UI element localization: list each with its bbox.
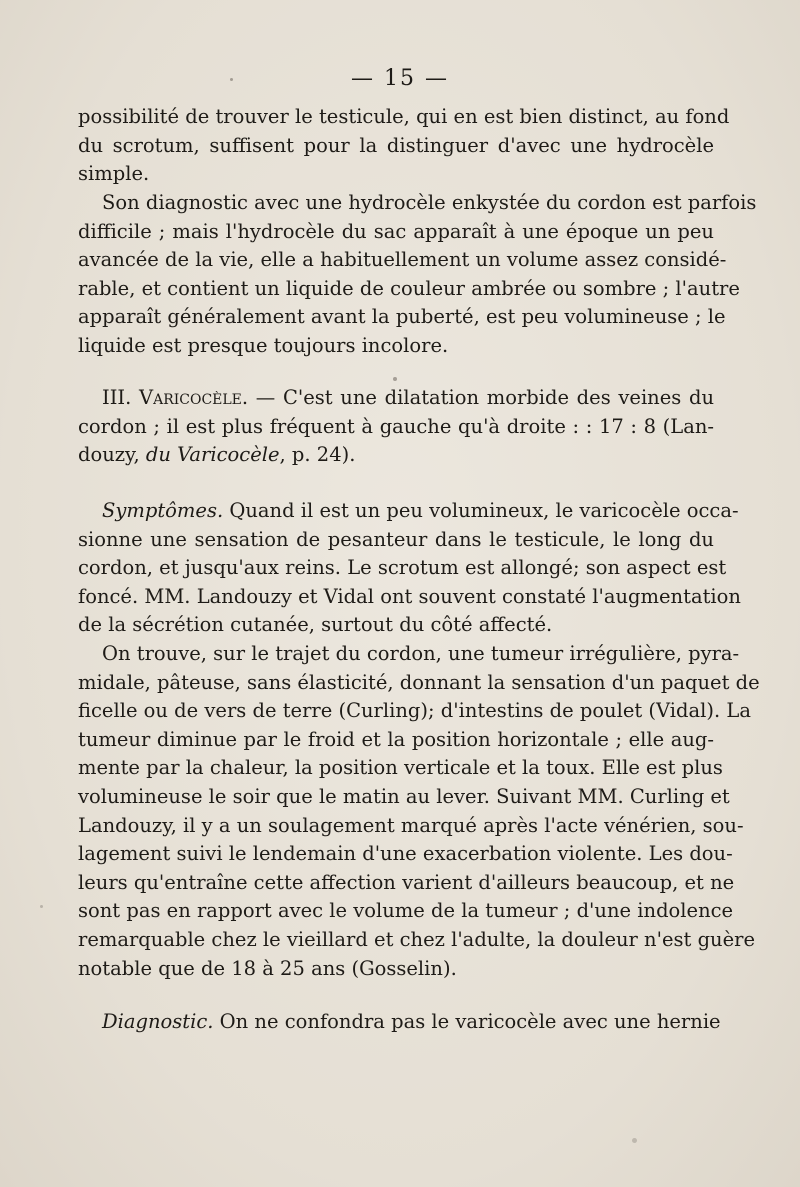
text-line: avancée de la vie, elle a habituellement un volume assez considé-	[78, 248, 727, 272]
section-symptoms	[78, 497, 741, 640]
citation-line	[78, 441, 714, 470]
symptoms-text: Quand il est un peu volumineux, le varicocèle occa-	[223, 499, 739, 522]
section-title: Varicocèle.	[139, 386, 249, 409]
diagnostic-heading-line	[78, 1008, 721, 1037]
diagnostic-heading: Diagnostic.	[102, 1010, 214, 1033]
citation-page: , p. 24).	[279, 443, 356, 467]
text-line: On trouve, sur le trajet du cordon, une tumeur irrégulière, pyra-	[102, 642, 740, 665]
paragraph-1	[78, 103, 730, 189]
section-varicocele	[78, 384, 714, 470]
symptoms-heading-line	[78, 497, 739, 526]
text-line: sionne une sensation de pesanteur dans le testicule, le long du	[78, 527, 714, 551]
citation-title: du Varicocèle	[145, 443, 280, 467]
text-line: possibilité de trouver le testicule, qui en est bien distinct, au fond	[78, 105, 730, 128]
section-heading-text: — C'est une dilatation morbide des veines du	[248, 386, 715, 409]
text-line: volumineuse le soir que le matin au lever. Suivant MM. Curling et	[78, 784, 730, 808]
text-line: apparaît généralement avant la puberté, est peu volumineuse ; le	[78, 305, 726, 329]
text-line: tumeur diminue par le froid et la position horizontale ; elle aug-	[78, 727, 714, 751]
citation-text: douzy,	[78, 443, 146, 467]
text-line: Son diagnostic avec une hydrocèle enkystée du cordon est parfois	[102, 191, 757, 214]
text-line: remarquable chez le vieillard et chez l'adulte, la douleur n'est guère	[78, 927, 756, 951]
text-line: du scrotum, suffisent pour la distinguer d'avec une hydrocèle	[78, 133, 714, 157]
text-line: de la sécrétion cutanée, surtout du côté affecté.	[78, 613, 553, 637]
paper-speck	[632, 1138, 637, 1143]
section-number: III.	[102, 386, 132, 409]
text-line: cordon, et jusqu'aux reins. Le scrotum est allongé; son aspect est	[78, 556, 727, 580]
text-line: rable, et contient un liquide de couleur ambrée ou sombre ; l'autre	[78, 276, 740, 300]
text-line: ficelle ou de vers de terre (Curling); d'intestins de poulet (Vidal). La	[78, 699, 751, 723]
paper-speck	[230, 78, 233, 81]
text-line: Landouzy, il y a un soulagement marqué après l'acte vénérien, sou-	[78, 813, 744, 837]
text-line: simple.	[78, 162, 150, 186]
diagnostic-text: On ne confondra pas le varicocèle avec une hernie	[213, 1010, 721, 1033]
paper-speck	[393, 377, 397, 381]
section-heading-line	[78, 384, 714, 413]
text-line: lagement suivi le lendemain d'une exacerbation violente. Les dou-	[78, 842, 733, 866]
text-line: liquide est presque toujours incolore.	[78, 333, 449, 357]
text-line: mente par la chaleur, la position verticale et la toux. Elle est plus	[78, 756, 723, 780]
page-number: — 15 —	[351, 66, 449, 91]
text-line: leurs qu'entraîne cette affection varient d'ailleurs beaucoup, et ne	[78, 870, 735, 894]
text-line: difficile ; mais l'hydrocèle du sac apparaît à une époque un peu	[78, 219, 714, 243]
text-line: notable que de 18 à 25 ans (Gosselin).	[78, 956, 457, 980]
section-diagnostic	[78, 1008, 721, 1037]
paragraph-5	[78, 640, 760, 983]
symptoms-heading: Symptômes.	[102, 499, 224, 522]
text-line: foncé. MM. Landouzy et Vidal ont souvent constaté l'augmentation	[78, 584, 741, 608]
text-line: sont pas en rapport avec le volume de la tumeur ; d'une indolence	[78, 899, 734, 923]
paper-speck	[40, 905, 43, 908]
paragraph-2	[78, 189, 757, 361]
text-line: midale, pâteuse, sans élasticité, donnant la sensation d'un paquet de	[78, 670, 760, 694]
text-line: cordon ; il est plus fréquent à gauche qu'à droite : : 17 : 8 (Lan-	[78, 414, 714, 438]
